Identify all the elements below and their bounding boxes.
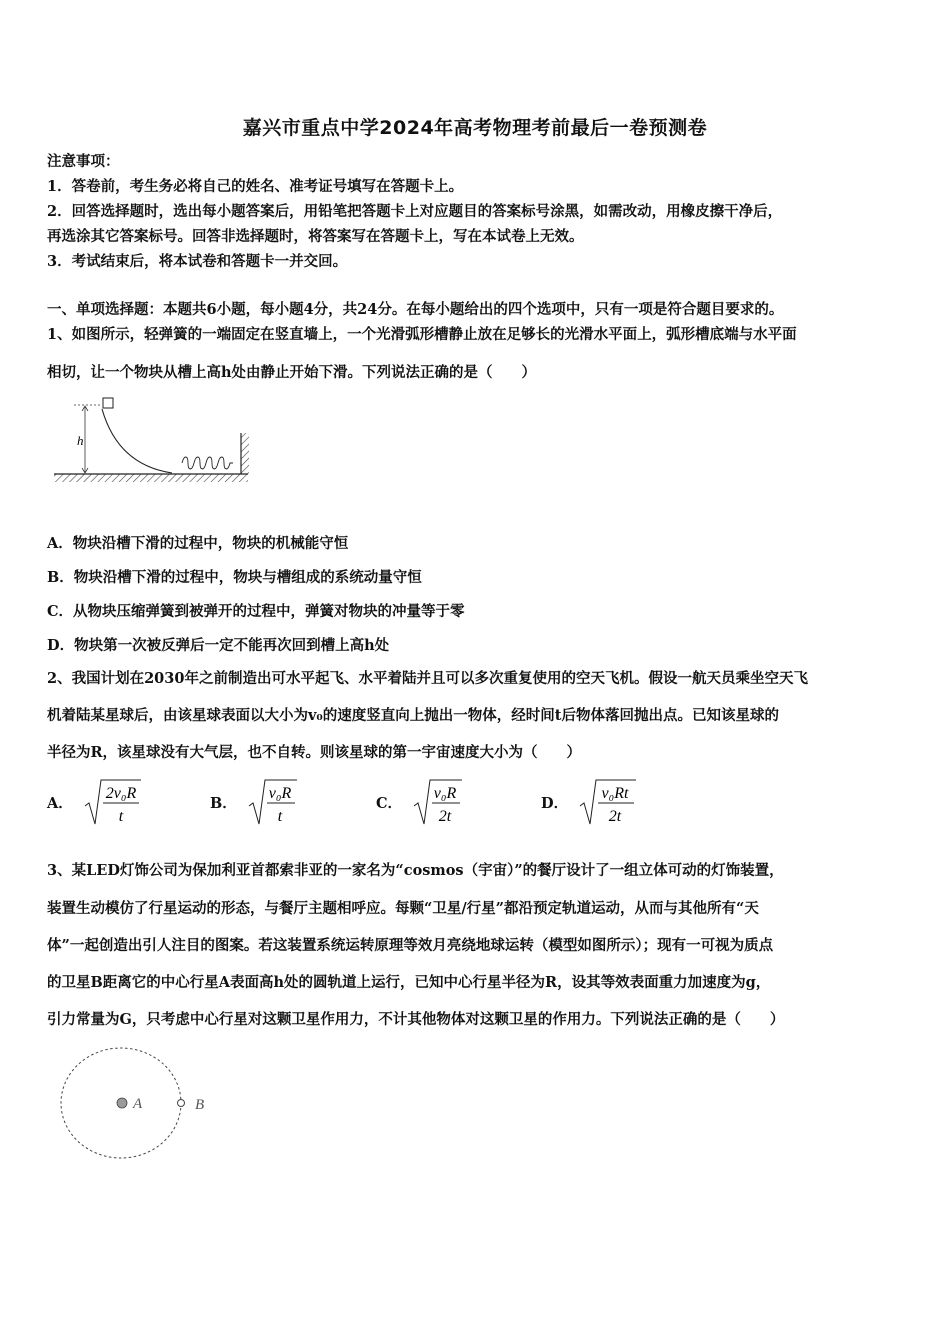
page-title: 嘉兴市重点中学2024年高考物理考前最后一卷预测卷 bbox=[242, 117, 708, 139]
radical-b bbox=[247, 776, 299, 828]
satellite-b bbox=[178, 1100, 185, 1107]
svg-text:v₀R: v₀R bbox=[433, 785, 457, 802]
satellite-b-label: B bbox=[195, 1097, 205, 1113]
ground-hatch bbox=[54, 474, 248, 482]
notice-item-2-cont: 再选涂其它答案标号。回答非选择题时，将答案写在答题卡上，写在本试卷上无效。 bbox=[47, 228, 584, 245]
radical-c bbox=[412, 776, 464, 828]
q1-figure-diagram bbox=[50, 395, 260, 487]
svg-text:v₀Rt: v₀Rt bbox=[601, 785, 629, 802]
height-label: h bbox=[77, 433, 84, 448]
notice-heading: 注意事项： bbox=[47, 153, 120, 170]
spring bbox=[182, 457, 233, 469]
planet-a-label: A bbox=[133, 1096, 143, 1112]
q2-option-a: A． 2v₀R t bbox=[47, 776, 143, 828]
curved-slot bbox=[102, 409, 172, 473]
q3-line4: 的卫星B距离它的中心行星A表面高h处的圆轨道上运行，已知中心行星半径为R，设其等效表面重力加速度为g， bbox=[47, 974, 771, 991]
q2-line3: 半径为R，该星球没有大气层，也不自转。则该星球的第一宇宙速度大小为（ ） bbox=[47, 744, 582, 761]
q2-line2: 机着陆某星球后，由该星球表面以大小为v₀的速度竖直向上抛出一物体，经时间t后物体落回抛出点。已知该星球的 bbox=[47, 707, 779, 724]
svg-text:2v₀R: 2v₀R bbox=[105, 785, 136, 802]
wall-hatch bbox=[241, 433, 249, 474]
q3-line5: 引力常量为G，只考虑中心行星对这颗卫星作用力，不计其他物体对这颗卫星的作用力。下列说法正确的是（ ） bbox=[47, 1011, 785, 1028]
q1-line1: 1、如图所示，轻弹簧的一端固定在竖直墙上，一个光滑弧形槽静止放在足够长的光滑水平面上，弧形槽底端与水平面 bbox=[47, 326, 797, 343]
svg-text:2t: 2t bbox=[438, 808, 452, 825]
notice-item-3: 3．考试结束后，将本试卷和答题卡一并交回。 bbox=[47, 253, 348, 270]
q2-line1: 2、我国计划在2030年之前制造出可水平起飞、水平着陆并且可以多次重复使用的空天飞机。假设一航天员乘坐空天飞 bbox=[47, 670, 808, 687]
q3-line2: 装置生动模仿了行星运动的形态，与餐厅主题相呼应。每颗“卫星/行星”都沿预定轨道运动，从而与其他所有“天 bbox=[47, 900, 759, 917]
q3-line3: 体”一起创造出引人注目的图案。若这装置系统运转原理等效月亮绕地球运转（模型如图所示）；现有一可视为质点 bbox=[47, 937, 774, 954]
svg-text:t: t bbox=[118, 808, 123, 825]
radical-d bbox=[578, 776, 638, 828]
svg-text:v₀R: v₀R bbox=[268, 785, 291, 802]
svg-text:t: t bbox=[277, 808, 282, 825]
block bbox=[103, 398, 113, 408]
notice-item-1: 1．答卷前，考生务必将自己的姓名、准考证号填写在答题卡上。 bbox=[47, 178, 464, 195]
q1-option-d: D．物块第一次被反弹后一定不能再次回到槽上高h处 bbox=[47, 637, 390, 654]
q1-option-b: B．物块沿槽下滑的过程中，物块与槽组成的系统动量守恒 bbox=[47, 569, 422, 586]
q2-option-c: C． v₀R 2t bbox=[376, 776, 464, 828]
q1-option-c: C．从物块压缩弹簧到被弹开的过程中，弹簧对物块的冲量等于零 bbox=[47, 603, 465, 620]
q2-option-d: D． v₀Rt 2t bbox=[541, 776, 638, 828]
q3-orbit-diagram bbox=[55, 1045, 225, 1165]
planet-a bbox=[117, 1098, 127, 1108]
section1-heading: 一、单项选择题：本题共6小题，每小题4分，共24分。在每小题给出的四个选项中，只有一项是符合题目要求的。 bbox=[47, 301, 784, 318]
q3-line1: 3、某LED灯饰公司为保加利亚首都索非亚的一家名为“cosmos（宇宙）”的餐厅设计了一组立体可动的灯饰装置， bbox=[47, 862, 784, 879]
q1-option-a: A．物块沿槽下滑的过程中，物块的机械能守恒 bbox=[47, 535, 349, 552]
q2-option-b: B． v₀R t bbox=[210, 776, 299, 828]
svg-text:2t: 2t bbox=[608, 808, 622, 825]
radical-a bbox=[83, 776, 143, 828]
q1-line2: 相切，让一个物块从槽上高h处由静止开始下滑。下列说法正确的是（ ） bbox=[47, 364, 537, 381]
notice-item-2: 2．回答选择题时，选出每小题答案后，用铅笔把答题卡上对应题目的答案标号涂黑，如需改动，用橡皮擦干净后， bbox=[47, 203, 783, 220]
